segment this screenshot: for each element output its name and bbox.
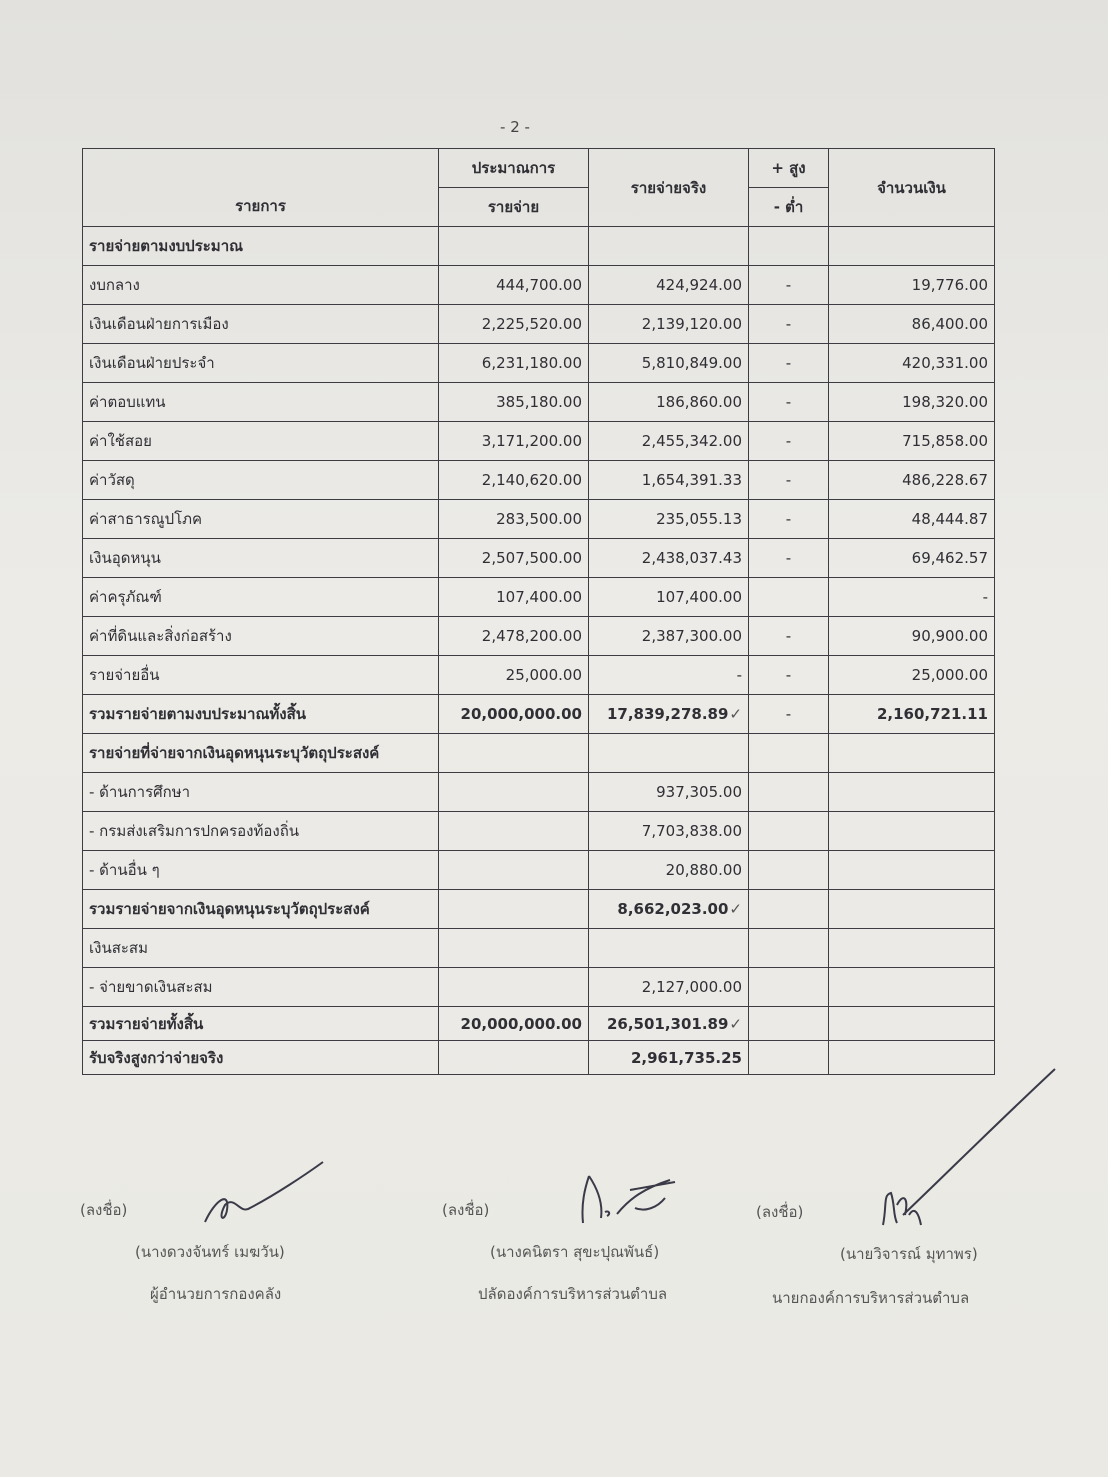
row-amount-cell (829, 461, 995, 500)
row-sign-cell (749, 578, 829, 617)
row-sign-cell (749, 734, 829, 773)
row-item-cell (83, 305, 439, 344)
row-amount-cell (829, 383, 995, 422)
row-budget-cell (439, 656, 589, 695)
row-item-text: - ด้านการศึกษา (89, 783, 191, 801)
table-row (83, 695, 995, 734)
row-sign-cell (749, 929, 829, 968)
row-item-cell (83, 695, 439, 734)
signatory-name: (นายวิจารณ์ มุทาพร) (840, 1245, 978, 1263)
signature-block-clerk (380, 1160, 740, 1320)
check-mark-icon: ✓ (729, 705, 742, 723)
row-actual-cell (589, 773, 749, 812)
row-sign-text: - (785, 276, 792, 294)
row-item-cell (83, 578, 439, 617)
row-amount-text: 198,320.00 (902, 393, 988, 411)
row-actual-text: 2,127,000.00 (641, 978, 742, 996)
page-number: - 2 - (500, 118, 530, 136)
row-budget-cell (439, 734, 589, 773)
row-item-cell (83, 266, 439, 305)
row-budget-cell (439, 422, 589, 461)
row-item-cell (83, 539, 439, 578)
signature-block-chief (740, 1160, 1100, 1320)
row-item-text: เงินเดือนฝ่ายประจำ (89, 354, 215, 372)
row-item-text: - กรมส่งเสริมการปกครองท้องถิ่น (89, 822, 300, 840)
row-budget-cell (439, 890, 589, 929)
header-amount: จำนวนเงิน (829, 149, 995, 227)
row-item-text: รายจ่ายอื่น (89, 666, 160, 684)
signatory-name: (นางดวงจันทร์ เมฆวัน) (135, 1243, 285, 1261)
row-sign-cell (749, 695, 829, 734)
row-budget-text: 20,000,000.00 (460, 1014, 582, 1033)
row-amount-cell (829, 773, 995, 812)
row-item-cell (83, 1041, 439, 1075)
row-sign-text: - (785, 666, 792, 684)
row-budget-cell (439, 1041, 589, 1075)
row-item-text: รวมรายจ่ายตามงบประมาณทั้งสิ้น (89, 705, 307, 723)
row-actual-text: 107,400.00 (656, 588, 742, 606)
row-item-cell (83, 734, 439, 773)
row-actual-text: 20,880.00 (665, 861, 742, 879)
row-sign-text: - (785, 315, 792, 333)
row-sign-cell (749, 539, 829, 578)
row-budget-cell (439, 266, 589, 305)
row-item-text: ค่าสาธารณูปโภค (89, 510, 203, 528)
row-sign-text: - (785, 471, 792, 489)
row-actual-text: 1,654,391.33 (641, 471, 742, 489)
row-item-text: ค่าวัสดุ (89, 471, 135, 489)
row-amount-cell (829, 890, 995, 929)
row-budget-cell (439, 968, 589, 1007)
header-row-1 (83, 149, 995, 188)
row-amount-text: 2,160,721.11 (876, 705, 988, 723)
row-actual-cell (589, 1007, 749, 1041)
check-mark-icon: ✓ (729, 900, 742, 918)
signature-label: (ลงชื่อ) (80, 1201, 128, 1219)
table-row (83, 539, 995, 578)
row-item-cell (83, 773, 439, 812)
row-actual-text: 5,810,849.00 (641, 354, 742, 372)
row-amount-text: 19,776.00 (911, 276, 988, 294)
row-item-text: ค่าใช้สอย (89, 432, 152, 450)
row-sign-text: - (785, 627, 792, 645)
row-sign-text: - (785, 510, 792, 528)
row-budget-cell (439, 344, 589, 383)
signature-section (0, 1160, 1108, 1320)
row-item-cell (83, 812, 439, 851)
row-actual-cell (589, 851, 749, 890)
row-item-text: เงินสะสม (89, 939, 148, 957)
row-budget-cell (439, 227, 589, 266)
row-budget-cell (439, 383, 589, 422)
row-sign-text: - (785, 705, 792, 723)
row-item-text: เงินเดือนฝ่ายการเมือง (89, 315, 229, 333)
row-budget-cell (439, 929, 589, 968)
row-amount-text: 69,462.57 (911, 549, 988, 567)
table-row (83, 890, 995, 929)
table-row (83, 227, 995, 266)
row-item-cell (83, 1007, 439, 1041)
row-item-cell (83, 890, 439, 929)
row-actual-cell (589, 578, 749, 617)
row-actual-cell (589, 968, 749, 1007)
row-item-text: รายจ่ายตามงบประมาณ (89, 237, 244, 255)
signatory-title: นายกองค์การบริหารส่วนตำบล (772, 1289, 970, 1307)
row-item-cell (83, 500, 439, 539)
table-row (83, 734, 995, 773)
handwritten-signature-2 (575, 1168, 685, 1228)
row-amount-text: 48,444.87 (911, 510, 988, 528)
row-budget-text: 2,478,200.00 (481, 627, 582, 645)
row-budget-cell (439, 695, 589, 734)
row-budget-cell (439, 305, 589, 344)
signature-label: (ลงชื่อ) (756, 1203, 804, 1221)
row-actual-cell (589, 890, 749, 929)
row-actual-text: 937,305.00 (656, 783, 742, 801)
table-row (83, 773, 995, 812)
row-amount-cell (829, 500, 995, 539)
row-budget-text: 283,500.00 (496, 510, 582, 528)
signature-block-treasury (0, 1160, 360, 1320)
row-actual-text: - (736, 666, 742, 684)
row-actual-text: 2,387,300.00 (641, 627, 742, 645)
table-row (83, 500, 995, 539)
row-budget-text: 3,171,200.00 (481, 432, 582, 450)
row-sign-cell (749, 305, 829, 344)
row-budget-cell (439, 578, 589, 617)
row-actual-cell (589, 656, 749, 695)
row-amount-text: 25,000.00 (911, 666, 988, 684)
row-actual-text: 2,139,120.00 (641, 315, 742, 333)
row-actual-text: 17,839,278.89 (606, 705, 729, 723)
row-budget-cell (439, 539, 589, 578)
row-amount-cell (829, 305, 995, 344)
row-actual-cell (589, 227, 749, 266)
row-item-cell (83, 422, 439, 461)
row-item-text: ค่าตอบแทน (89, 393, 166, 411)
table-row (83, 383, 995, 422)
row-budget-text: 2,507,500.00 (481, 549, 582, 567)
row-amount-cell (829, 1007, 995, 1041)
row-item-text: เงินอุดหนุน (89, 549, 161, 567)
row-amount-cell (829, 851, 995, 890)
header-budget-line2: รายจ่าย (439, 188, 589, 227)
row-budget-text: 2,225,520.00 (481, 315, 582, 333)
table-row (83, 422, 995, 461)
signatory-name: (นางคนิตรา สุขะปุณพันธ์) (490, 1243, 660, 1261)
row-item-text: รับจริงสูงกว่าจ่ายจริง (89, 1048, 224, 1067)
row-amount-cell (829, 344, 995, 383)
row-item-cell (83, 851, 439, 890)
row-item-cell (83, 461, 439, 500)
row-sign-cell (749, 773, 829, 812)
row-item-text: รวมรายจ่ายทั้งสิ้น (89, 1014, 204, 1033)
row-item-cell (83, 929, 439, 968)
row-item-text: รายจ่ายที่จ่ายจากเงินอุดหนุนระบุวัตถุประสงค์ (89, 744, 380, 762)
row-budget-text: 25,000.00 (505, 666, 582, 684)
handwritten-signature-3 (875, 1065, 1065, 1235)
row-sign-cell (749, 851, 829, 890)
row-amount-cell (829, 929, 995, 968)
table-row (83, 344, 995, 383)
row-item-cell (83, 227, 439, 266)
row-amount-cell (829, 695, 995, 734)
row-amount-text: 90,900.00 (911, 627, 988, 645)
row-budget-text: 20,000,000.00 (460, 705, 582, 723)
row-sign-cell (749, 461, 829, 500)
row-item-cell (83, 383, 439, 422)
row-amount-cell (829, 656, 995, 695)
row-actual-cell (589, 734, 749, 773)
table-row (83, 1007, 995, 1041)
table-row (83, 812, 995, 851)
row-amount-text: 486,228.67 (902, 471, 988, 489)
row-amount-text: 715,858.00 (902, 432, 988, 450)
row-amount-cell (829, 617, 995, 656)
row-actual-cell (589, 812, 749, 851)
row-actual-cell (589, 344, 749, 383)
row-budget-cell (439, 773, 589, 812)
row-sign-text: - (785, 432, 792, 450)
row-sign-cell (749, 890, 829, 929)
row-sign-cell (749, 617, 829, 656)
table-row (83, 929, 995, 968)
table-row (83, 617, 995, 656)
row-budget-cell (439, 812, 589, 851)
row-amount-cell (829, 734, 995, 773)
row-actual-text: 26,501,301.89 (606, 1014, 729, 1033)
row-budget-text: 385,180.00 (496, 393, 582, 411)
row-sign-cell (749, 422, 829, 461)
row-amount-cell (829, 539, 995, 578)
row-item-cell (83, 968, 439, 1007)
row-actual-cell (589, 422, 749, 461)
budget-table (82, 148, 995, 1075)
row-item-cell (83, 344, 439, 383)
table-row (83, 461, 995, 500)
header-actual: รายจ่ายจริง (589, 149, 749, 227)
row-budget-cell (439, 1007, 589, 1041)
table-row (83, 305, 995, 344)
row-actual-text: 2,961,735.25 (630, 1048, 742, 1067)
table-row (83, 266, 995, 305)
row-item-text: รวมรายจ่ายจากเงินอุดหนุนระบุวัตถุประสงค์ (89, 900, 370, 918)
row-actual-cell (589, 383, 749, 422)
row-item-cell (83, 656, 439, 695)
row-budget-cell (439, 851, 589, 890)
row-actual-text: 235,055.13 (656, 510, 742, 528)
row-item-cell (83, 617, 439, 656)
row-amount-cell (829, 266, 995, 305)
row-budget-text: 2,140,620.00 (481, 471, 582, 489)
row-actual-cell (589, 929, 749, 968)
signatory-title: ปลัดองค์การบริหารส่วนตำบล (478, 1285, 668, 1303)
row-actual-cell (589, 1041, 749, 1075)
handwritten-signature-1 (195, 1160, 335, 1230)
row-actual-cell (589, 266, 749, 305)
row-sign-text: - (785, 393, 792, 411)
row-actual-cell (589, 305, 749, 344)
row-amount-cell (829, 422, 995, 461)
row-budget-text: 444,700.00 (496, 276, 582, 294)
table-row (83, 578, 995, 617)
row-item-text: ค่าที่ดินและสิ่งก่อสร้าง (89, 627, 232, 645)
row-amount-cell (829, 227, 995, 266)
row-actual-text: 424,924.00 (656, 276, 742, 294)
row-amount-text: 86,400.00 (911, 315, 988, 333)
row-budget-text: 6,231,180.00 (481, 354, 582, 372)
signatory-title: ผู้อำนวยการกองคลัง (150, 1285, 282, 1303)
header-budget-line1: ประมาณการ (439, 149, 589, 188)
row-actual-cell (589, 500, 749, 539)
table-body (83, 227, 995, 1075)
row-sign-cell (749, 500, 829, 539)
row-budget-text: 107,400.00 (496, 588, 582, 606)
table-row (83, 1041, 995, 1075)
row-sign-text: - (785, 354, 792, 372)
row-sign-cell (749, 266, 829, 305)
row-actual-cell (589, 461, 749, 500)
row-actual-text: 8,662,023.00 (617, 900, 729, 918)
row-item-text: งบกลาง (89, 276, 140, 294)
table-row (83, 968, 995, 1007)
row-amount-text: 420,331.00 (902, 354, 988, 372)
row-sign-cell (749, 656, 829, 695)
row-item-text: - จ่ายขาดเงินสะสม (89, 978, 213, 996)
row-amount-cell (829, 578, 995, 617)
row-sign-cell (749, 1041, 829, 1075)
table-row (83, 656, 995, 695)
header-item: รายการ (83, 149, 439, 227)
table-row (83, 851, 995, 890)
row-budget-cell (439, 461, 589, 500)
row-actual-cell (589, 695, 749, 734)
header-diff-line1: + สูง (749, 149, 829, 188)
row-actual-text: 186,860.00 (656, 393, 742, 411)
row-item-text: ค่าครุภัณฑ์ (89, 588, 162, 606)
row-sign-cell (749, 227, 829, 266)
signature-label: (ลงชื่อ) (442, 1201, 490, 1219)
row-actual-text: 2,455,342.00 (641, 432, 742, 450)
row-budget-cell (439, 500, 589, 539)
row-sign-text: - (785, 549, 792, 567)
row-sign-cell (749, 1007, 829, 1041)
row-sign-cell (749, 344, 829, 383)
row-item-text: - ด้านอื่น ๆ (89, 861, 160, 879)
row-actual-cell (589, 617, 749, 656)
row-amount-cell (829, 968, 995, 1007)
row-sign-cell (749, 383, 829, 422)
row-sign-cell (749, 812, 829, 851)
row-actual-text: 2,438,037.43 (641, 549, 742, 567)
row-actual-cell (589, 539, 749, 578)
row-amount-text: - (982, 588, 988, 606)
header-diff-line2: - ต่ำ (749, 188, 829, 227)
row-actual-text: 7,703,838.00 (641, 822, 742, 840)
row-amount-cell (829, 812, 995, 851)
row-budget-cell (439, 617, 589, 656)
check-mark-icon: ✓ (729, 1014, 742, 1033)
row-sign-cell (749, 968, 829, 1007)
